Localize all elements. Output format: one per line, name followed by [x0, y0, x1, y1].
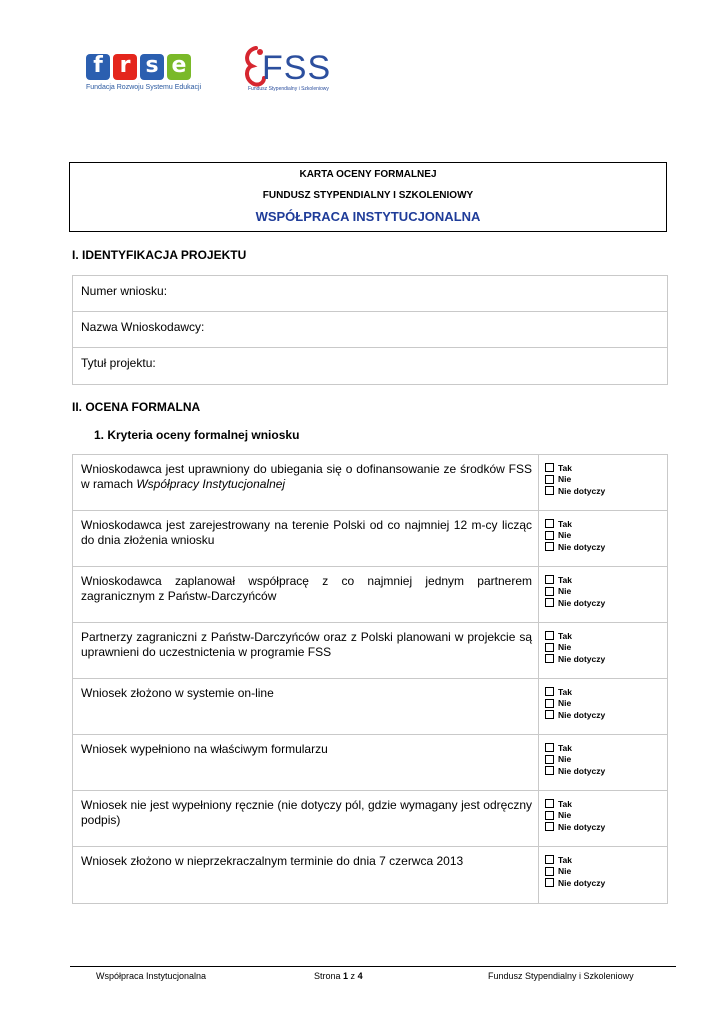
criteria-text: Wniosek nie jest wypełniony ręcznie (nie dotyczy pól, gdzie wymagany jest odręczny podpis) — [73, 791, 539, 846]
footer-right: Fundusz Stypendialny i Szkoleniowy — [488, 971, 634, 981]
checkbox[interactable] — [545, 822, 554, 831]
criteria-option[interactable] — [545, 653, 667, 665]
option-label: Nie — [558, 698, 572, 709]
option-label: Nie — [558, 866, 572, 877]
id-row-label: Numer wniosku: — [81, 284, 168, 298]
criteria-option[interactable] — [545, 541, 667, 553]
criteria-option[interactable] — [545, 630, 667, 642]
criteria-options — [539, 511, 667, 566]
criteria-option[interactable] — [545, 821, 667, 833]
fss-caption: Fundusz Stypendialny i Szkoleniowy — [248, 86, 329, 92]
id-row-project-title[interactable] — [73, 348, 667, 384]
option-label: Nie dotyczy — [558, 765, 606, 776]
checkbox[interactable] — [545, 867, 554, 876]
criteria-text: Wniosek wypełniono na właściwym formularzu — [73, 735, 539, 790]
checkbox[interactable] — [545, 643, 554, 652]
id-row-label: Nazwa Wnioskodawcy: — [81, 320, 205, 334]
criteria-option[interactable] — [545, 854, 667, 866]
option-label: Nie — [558, 586, 572, 597]
criteria-options — [539, 455, 667, 510]
criteria-option[interactable] — [545, 765, 667, 777]
criteria-option[interactable] — [545, 586, 667, 598]
fund-name: FUNDUSZ STYPENDIALNY I SZKOLENIOWY — [262, 190, 474, 201]
criteria-option[interactable] — [545, 798, 667, 810]
checkbox[interactable] — [545, 463, 554, 472]
form-title: KARTA OCENY FORMALNEJ — [299, 169, 437, 180]
criteria-row — [73, 567, 667, 623]
criteria-subtitle: 1. Kryteria oceny formalnej wniosku — [94, 428, 300, 442]
criteria-options — [539, 847, 667, 903]
criteria-row — [73, 511, 667, 567]
option-label: Tak — [558, 742, 573, 753]
checkbox[interactable] — [545, 699, 554, 708]
section1-title: I. IDENTYFIKACJA PROJEKTU — [72, 248, 247, 262]
criteria-option[interactable] — [545, 462, 667, 474]
criteria-table — [72, 454, 668, 904]
option-label: Tak — [558, 574, 573, 585]
criteria-row — [73, 735, 667, 791]
checkbox[interactable] — [545, 542, 554, 551]
criteria-option[interactable] — [545, 530, 667, 542]
checkbox[interactable] — [545, 631, 554, 640]
criteria-option[interactable] — [545, 474, 667, 486]
criteria-row — [73, 679, 667, 735]
criteria-option[interactable] — [545, 742, 667, 754]
criteria-option[interactable] — [545, 866, 667, 878]
checkbox[interactable] — [545, 710, 554, 719]
option-label: Nie dotyczy — [558, 821, 606, 832]
checkbox[interactable] — [545, 766, 554, 775]
fss-logo — [240, 44, 330, 96]
criteria-option[interactable] — [545, 485, 667, 497]
criteria-text: Partnerzy zagraniczni z Państw-Darczyńców oraz z Polski planowani w projekcie są uprawnieni do uczestnictenia w programie FSS — [73, 623, 539, 678]
criteria-text: Wnioskodawca jest uprawniony do ubiegania się o dofinansowanie ze środków FSS w ramach Współpracy Instytucjonalnej — [73, 455, 539, 510]
option-label: Nie — [558, 642, 572, 653]
criteria-option[interactable] — [545, 597, 667, 609]
criteria-options — [539, 735, 667, 790]
criteria-text: Wniosek złożono w nieprzekraczalnym terminie do dnia 7 czerwca 2013 — [73, 847, 539, 903]
checkbox[interactable] — [545, 811, 554, 820]
criteria-row — [73, 847, 667, 903]
criteria-option[interactable] — [545, 877, 667, 889]
checkbox[interactable] — [545, 878, 554, 887]
criteria-option[interactable] — [545, 810, 667, 822]
option-label: Nie dotyczy — [558, 709, 606, 720]
criteria-text: Wnioskodawca jest zarejestrowany na terenie Polski od co najmniej 12 m-cy licząc do dnia złożenia wniosku — [73, 511, 539, 566]
frse-caption: Fundacja Rozwoju Systemu Edukacji — [86, 84, 202, 91]
checkbox[interactable] — [545, 519, 554, 528]
option-label: Nie dotyczy — [558, 541, 606, 552]
checkbox[interactable] — [545, 743, 554, 752]
frse-logo — [86, 54, 201, 96]
frse-letter-r: r — [113, 54, 137, 80]
criteria-text: Wniosek złożono w systemie on-line — [73, 679, 539, 734]
id-row-application-number[interactable] — [73, 276, 667, 312]
criteria-option[interactable] — [545, 574, 667, 586]
criteria-options — [539, 679, 667, 734]
option-label: Tak — [558, 630, 573, 641]
checkbox[interactable] — [545, 598, 554, 607]
criteria-row — [73, 791, 667, 847]
checkbox[interactable] — [545, 575, 554, 584]
criteria-option[interactable] — [545, 518, 667, 530]
footer-divider — [70, 966, 676, 967]
frse-letter-s: s — [140, 54, 164, 80]
checkbox[interactable] — [545, 755, 554, 764]
footer-page-number: Strona 1 z 4 — [314, 971, 363, 981]
criteria-option[interactable] — [545, 698, 667, 710]
id-row-applicant-name[interactable] — [73, 312, 667, 348]
checkbox[interactable] — [545, 475, 554, 484]
criteria-options — [539, 623, 667, 678]
criteria-option[interactable] — [545, 709, 667, 721]
option-label: Nie dotyczy — [558, 877, 606, 888]
frse-letters — [86, 54, 191, 80]
form-header — [69, 162, 667, 232]
checkbox[interactable] — [545, 687, 554, 696]
program-name: WSPÓŁPRACA INSTYTUCJONALNA — [255, 209, 481, 224]
id-row-label: Tytuł projektu: — [81, 356, 156, 370]
option-label: Nie — [558, 810, 572, 821]
frse-letter-e: e — [167, 54, 191, 80]
checkbox[interactable] — [545, 799, 554, 808]
checkbox[interactable] — [545, 587, 554, 596]
checkbox[interactable] — [545, 531, 554, 540]
option-label: Nie — [558, 754, 572, 765]
frse-letter-f: f — [86, 54, 110, 80]
option-label: Tak — [558, 686, 573, 697]
criteria-row — [73, 455, 667, 511]
identification-table — [72, 275, 668, 385]
option-label: Nie — [558, 474, 572, 485]
criteria-row — [73, 623, 667, 679]
criteria-option[interactable] — [545, 642, 667, 654]
option-label: Nie dotyczy — [558, 597, 606, 608]
option-label: Tak — [558, 462, 573, 473]
option-label: Nie dotyczy — [558, 485, 606, 496]
criteria-text: Wnioskodawca zaplanował współpracę z co najmniej jednym partnerem zagranicznym z Państw-Darczyńców — [73, 567, 539, 622]
option-label: Nie — [558, 530, 572, 541]
option-label: Tak — [558, 798, 573, 809]
criteria-option[interactable] — [545, 686, 667, 698]
criteria-options — [539, 567, 667, 622]
checkbox[interactable] — [545, 486, 554, 495]
option-label: Tak — [558, 854, 573, 865]
option-label: Tak — [558, 518, 573, 529]
option-label: Nie dotyczy — [558, 653, 606, 664]
footer-left: Współpraca Instytucjonalna — [96, 971, 207, 981]
checkbox[interactable] — [545, 654, 554, 663]
checkbox[interactable] — [545, 855, 554, 864]
section2-title: II. OCENA FORMALNA — [72, 400, 201, 414]
criteria-option[interactable] — [545, 754, 667, 766]
criteria-options — [539, 791, 667, 846]
fss-text: FSS — [262, 49, 332, 87]
